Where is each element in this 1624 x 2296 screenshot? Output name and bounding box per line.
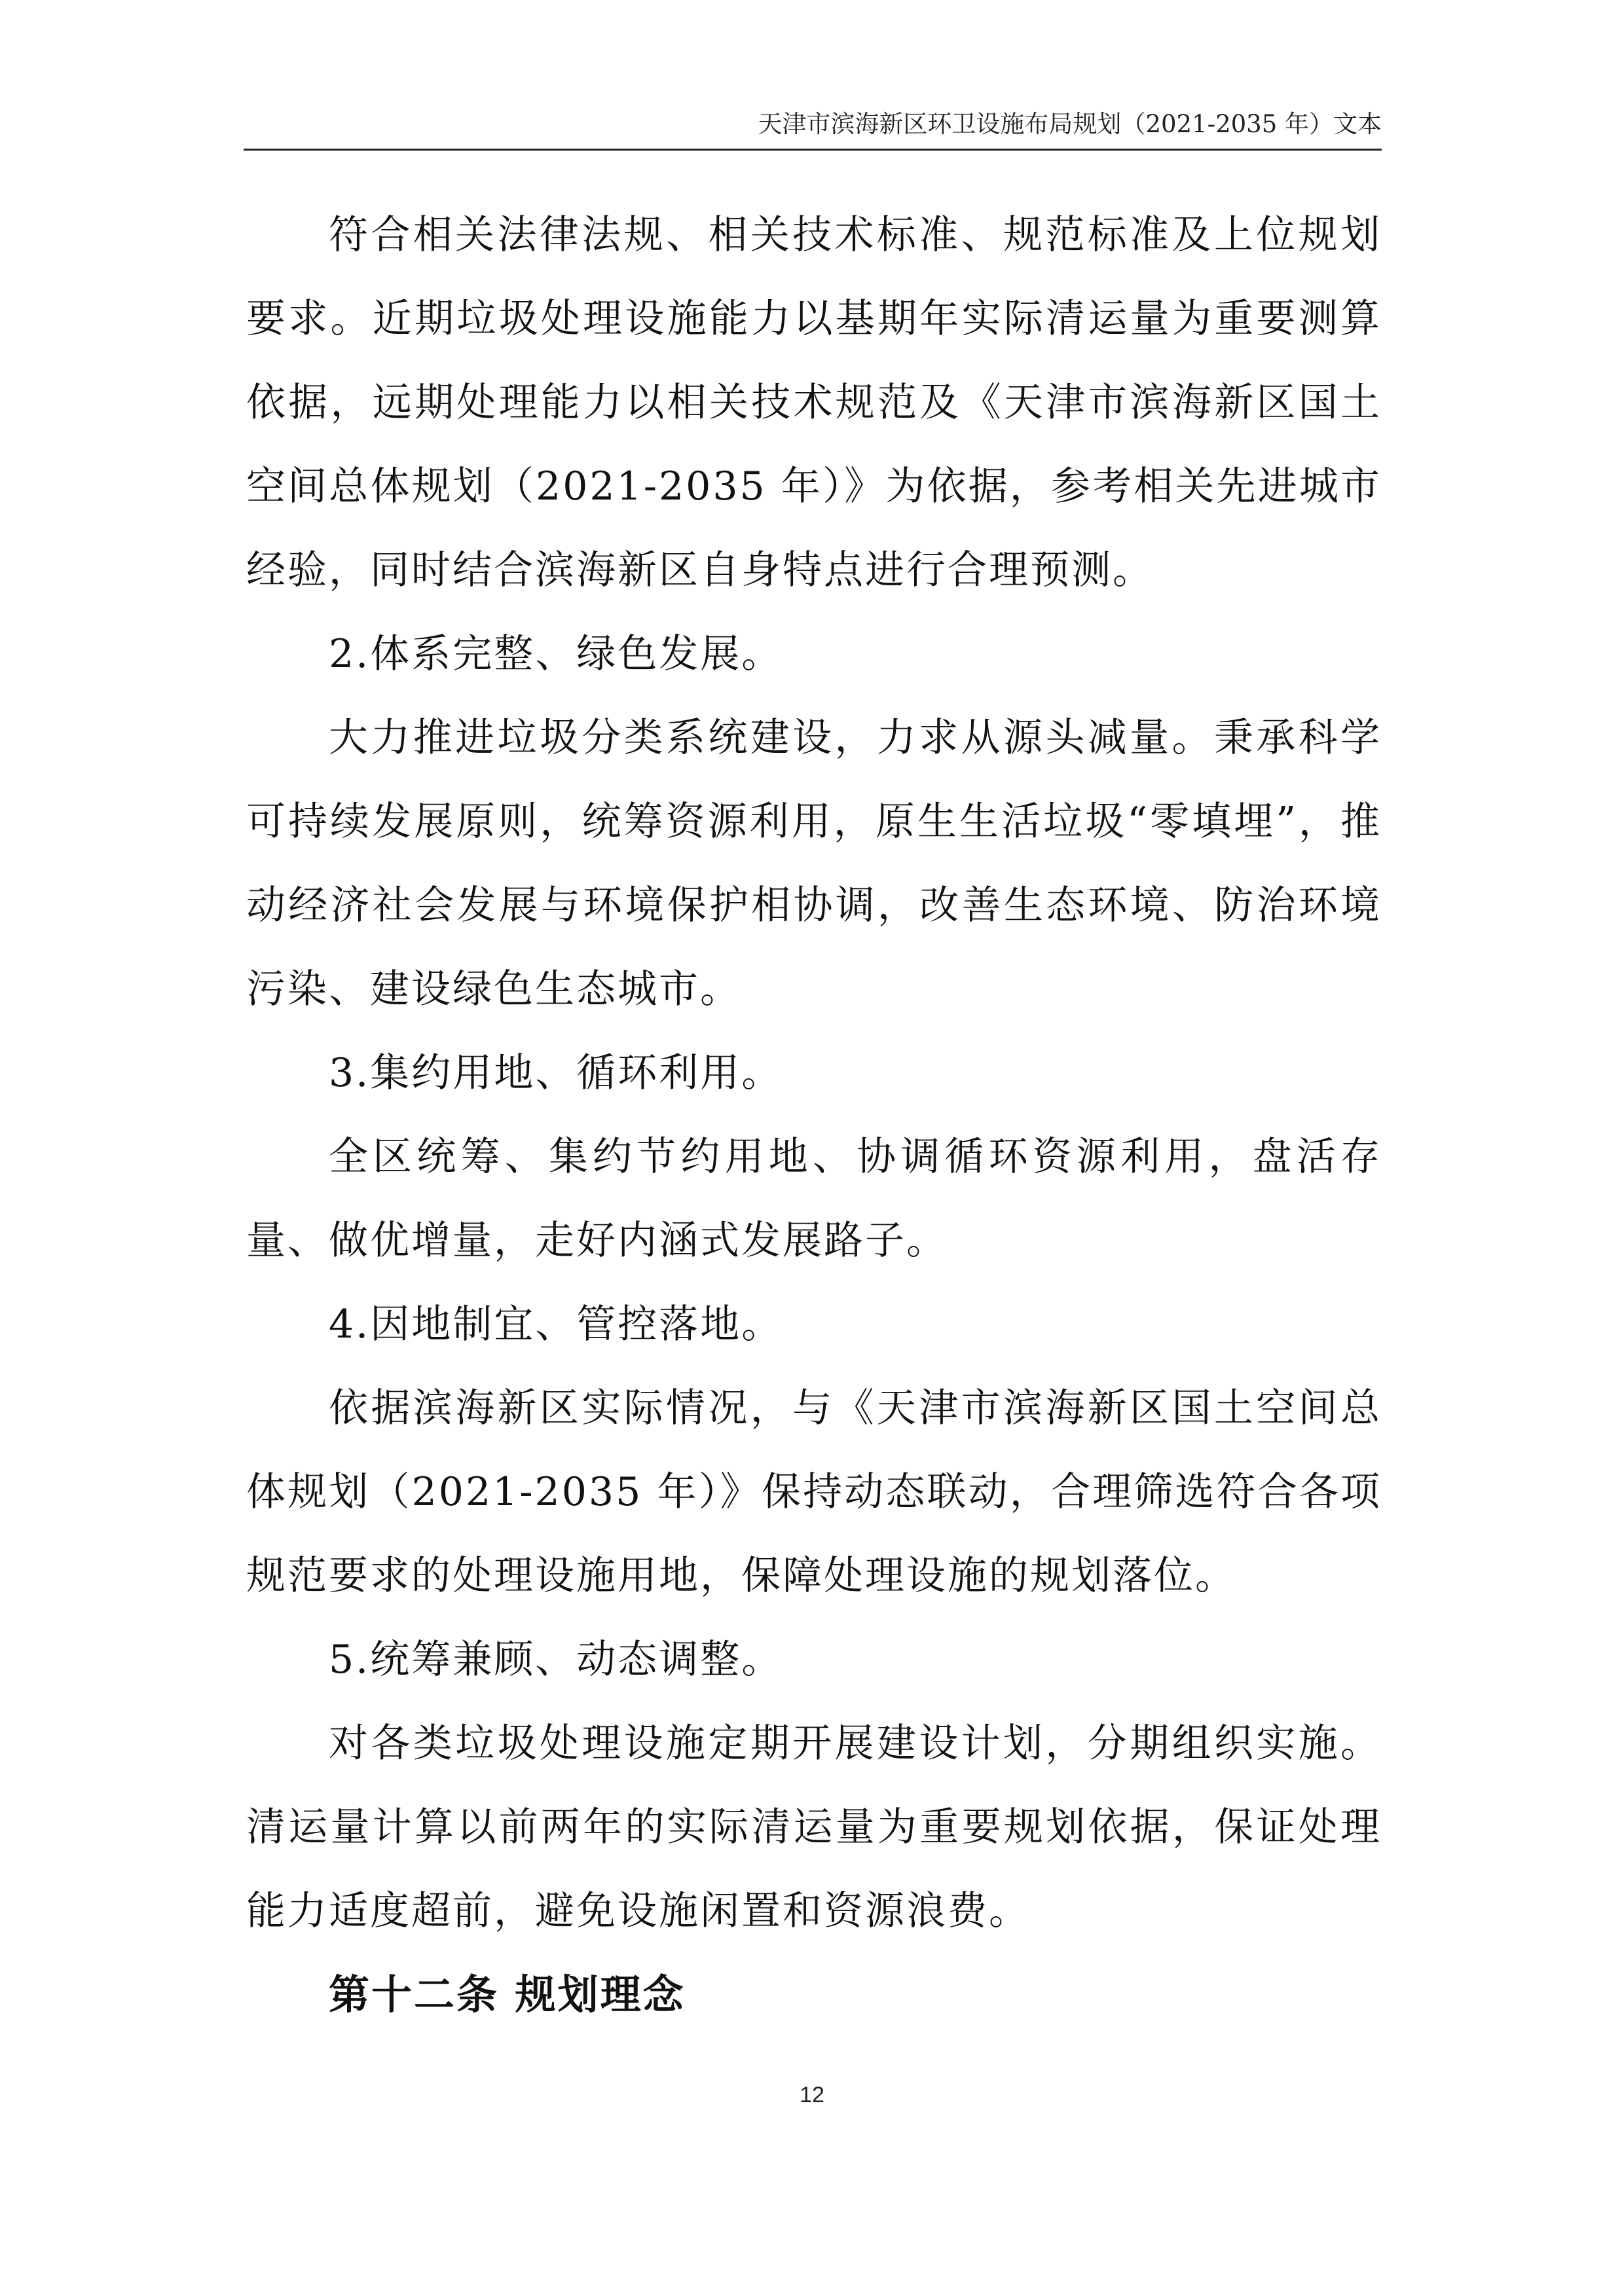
paragraph-compliance: 符合相关法律法规、相关技术标准、规范标准及上位规划要求。近期垃圾处理设施能力以基期年实际清运量为重要测算依据，远期处理能力以相关技术规范及《天津市滨海新区国土空间总体规划（2021-2035 年）》为依据，参考相关先进城市经验，同时结合滨海新区自身特点进行合理预测。 [246,212,1382,593]
document-header-title: 天津市滨海新区环卫设施布局规划（2021-2035 年）文本 [758,110,1382,138]
principle-heading-4: 4.因地制宜、管控落地。 [329,1302,783,1347]
page-number: 12 [800,2083,824,2107]
principle-heading-5: 5.统筹兼顾、动态调整。 [329,1637,783,1683]
principle-heading-2: 2.体系完整、绿色发展。 [329,631,783,677]
paragraph-green-development: 大力推进垃圾分类系统建设，力求从源头减量。秉承科学可持续发展原则，统筹资源利用，原生生活垃圾“零填埋”，推动经济社会发展与环境保护相协调，改善生态环境、防治环境污染、建设绿色生态城市。 [246,715,1382,1012]
paragraph-dynamic-adjustment: 对各类垃圾处理设施定期开展建设计划，分期组织实施。清运量计算以前两年的实际清运量为重要规划依据，保证处理能力适度超前，避免设施闲置和资源浪费。 [246,1721,1382,1934]
principle-heading-3: 3.集约用地、循环利用。 [329,1050,783,1096]
paragraph-land-use: 全区统筹、集约节约用地、协调循环资源利用，盘活存量、做优增量，走好内涵式发展路子。 [246,1134,1382,1264]
document-body [246,193,1382,2037]
article-heading: 第十二条 规划理念 [329,1971,686,2018]
paragraph-local-conditions: 依据滨海新区实际情况，与《天津市滨海新区国土空间总体规划（2021-2035 年）》保持动态联动，合理筛选符合各项规范要求的处理设施用地，保障处理设施的规划落位。 [246,1385,1382,1599]
header-divider [244,149,1382,151]
